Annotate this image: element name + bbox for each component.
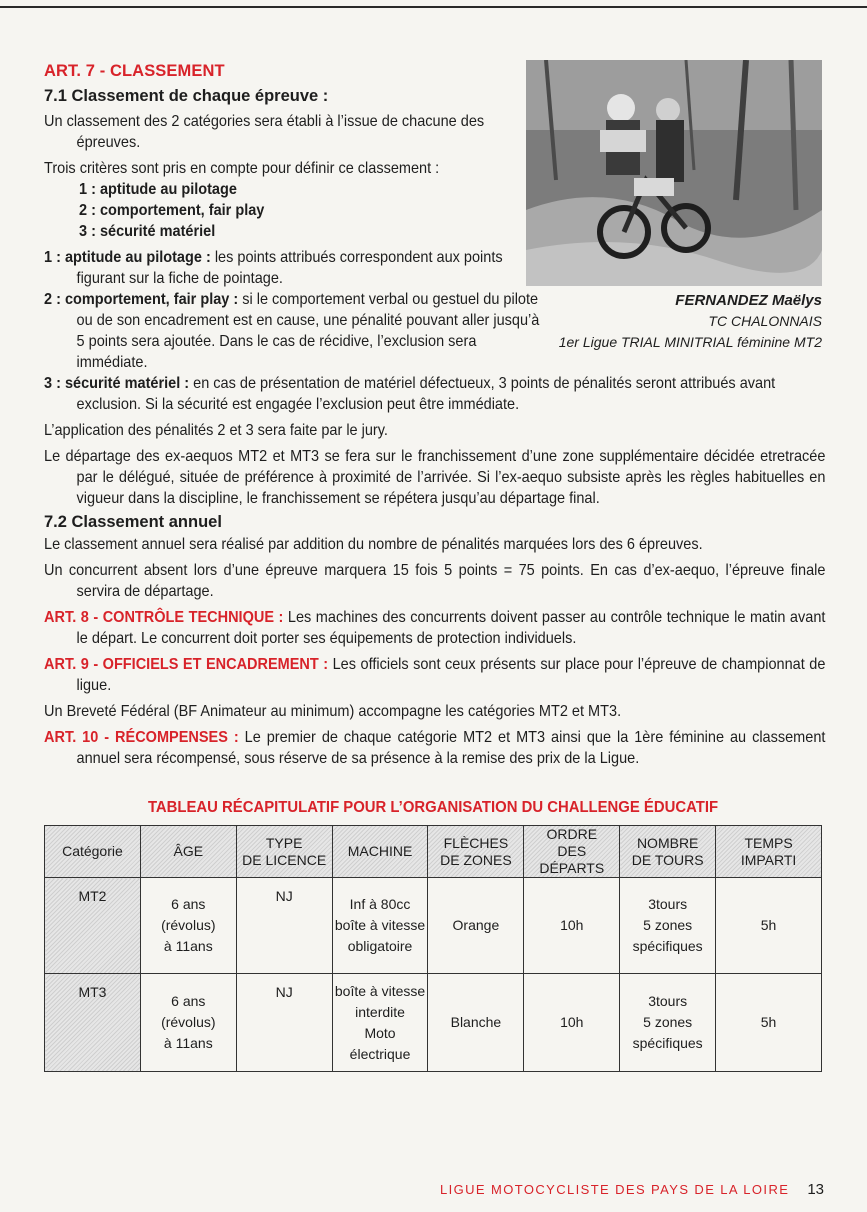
criterion-2: 2 : comportement, fair play [79,202,265,219]
crit3-text: en cas de présentation de matériel défectueux, 3 points de pénalités seront attribués avant exclusion. Si la sécurité est engagée l’exclusion peut être immédiate. [76,375,776,413]
cell-age: 6 ans (révolus) à 11ans [140,878,236,974]
p-annuel: Le classement annuel sera réalisé par addition du nombre de pénalités marquées lors des 6 épreuves. [44,536,703,553]
page-number: 13 [807,1181,824,1198]
art7-title: ART. 7 - CLASSEMENT [44,62,225,80]
p-bf: Un Breveté Fédéral (BF Animateur au minimum) accompagne les catégories MT2 et MT3. [44,703,622,720]
th-categorie: Catégorie [45,826,141,878]
criterion-1: 1 : aptitude au pilotage [79,181,237,198]
crit1-label: 1 : aptitude au pilotage : [44,249,211,266]
cell-licence: NJ [236,878,332,974]
th-nombre: NOMBRE DE TOURS [620,826,716,878]
p-criteres: Trois critères sont pris en compte pour définir ce classement : [44,160,440,177]
th-machine: MACHINE [332,826,428,878]
caption-name: FERNANDEZ Maëlys [675,292,822,309]
cell-machine: boîte à vitesse interdite Moto électrique [332,974,428,1072]
th-age: ÂGE [140,826,236,878]
cell-temps: 5h [716,974,822,1072]
narrow-column [44,111,544,373]
art9-text: Les officiels sont ceux présents sur place pour l’épreuve de championnat de ligue. [76,656,826,694]
crit1-text: les points attribués correspondent aux points figurant sur la fiche de pointage. [76,249,503,287]
th-fleches: FLÈCHES DE ZONES [428,826,524,878]
table-title: TABLEAU RÉCAPITULATIF POUR L’ORGANISATION DU CHALLENGE ÉDUCATIF [147,799,719,816]
crit3-label: 3 : sécurité matériel : [44,375,190,392]
p-absent: Un concurrent absent lors d’une épreuve marquera 15 fois 5 points = 75 points. En cas d’ex-aequo, l’épreuve finale servira de départage. [44,562,826,600]
cell-ordre: 10h [524,878,620,974]
p-crit3 [44,373,825,415]
summary-table [44,825,822,1072]
cell-nombre: 3tours 5 zones spécifiques [620,974,716,1072]
crit2-label: 2 : comportement, fair play : [44,291,239,308]
art9-label: ART. 9 - OFFICIELS ET ENCADREMENT : [44,656,329,673]
cell-categorie: MT2 [45,878,141,974]
th-licence: TYPE DE LICENCE [236,826,332,878]
th-ordre: ORDRE DES DÉPARTS [524,826,620,878]
cell-categorie: MT3 [45,974,141,1072]
p-crit1 [44,247,543,289]
th-temps: TEMPS IMPARTI [716,826,822,878]
cell-nombre: 3tours 5 zones spécifiques [620,878,716,974]
caption-club: TC CHALONNAIS [708,313,822,329]
cell-age: 6 ans (révolus) à 11ans [140,974,236,1072]
art8-text: Les machines des concurrents doivent passer au contrôle technique le matin avant le départ. Le concurrent doit porter ses équipements de protection individuels. [76,609,826,647]
cell-fleches: Orange [428,878,524,974]
footer-text: LIGUE MOTOCYCLISTE DES PAYS DE LA LOIRE [439,1182,790,1197]
art10-label: ART. 10 - RÉCOMPENSES : [44,729,239,746]
s72-title: 7.2 Classement annuel [44,513,222,531]
p-departage: Le départage des ex-aequos MT2 et MT3 se fera sur le franchissement d’une zone supplémentaire décidée etretracée par le délégué, située de préférence à proximité de l’arrivée. Si l’ex-aequo subsiste après les règles habituelles en vigueur dans la discipline, le franchissement se répétera jusqu’au départage final. [44,448,826,507]
p-jury: L’application des pénalités 2 et 3 sera faite par le jury. [44,422,388,439]
table-header-row [45,826,822,878]
cell-machine: Inf à 80cc boîte à vitesse obligatoire [332,878,428,974]
s71-title: 7.1 Classement de chaque épreuve : [44,87,329,105]
p-classement: Un classement des 2 catégories sera établi à l’issue de chacune des épreuves. [44,113,485,151]
table-row [45,878,822,974]
art10-text: Le premier de chaque catégorie MT2 et MT3 ainsi que la 1ère féminine au classement annuel sera récompensé, sous réserve de sa présence à la remise des prix de la Ligue. [76,729,826,767]
cell-fleches: Blanche [428,974,524,1072]
p-art9 [44,654,825,696]
caption-rank: 1er Ligue TRIAL MINITRIAL féminine MT2 [558,334,822,350]
p-crit2 [44,289,543,373]
criteria-list [44,179,544,242]
p-art8 [44,607,825,649]
document-body [44,60,826,1072]
criterion-3: 3 : sécurité matériel [79,223,216,240]
page-footer [0,1181,824,1198]
p-art10 [44,727,825,769]
art8-label: ART. 8 - CONTRÔLE TECHNIQUE : [44,609,284,626]
cell-ordre: 10h [524,974,620,1072]
table-row [45,974,822,1072]
crit2-text: si le comportement verbal ou gestuel du pilote ou de son encadrement est en cause, une pénalité pouvant aller jusqu’à 5 points sera ajoutée. Dans le cas de récidive, l’exclusion sera immédiate. [76,291,540,371]
top-rule [0,6,867,8]
cell-temps: 5h [716,878,822,974]
cell-licence: NJ [236,974,332,1072]
